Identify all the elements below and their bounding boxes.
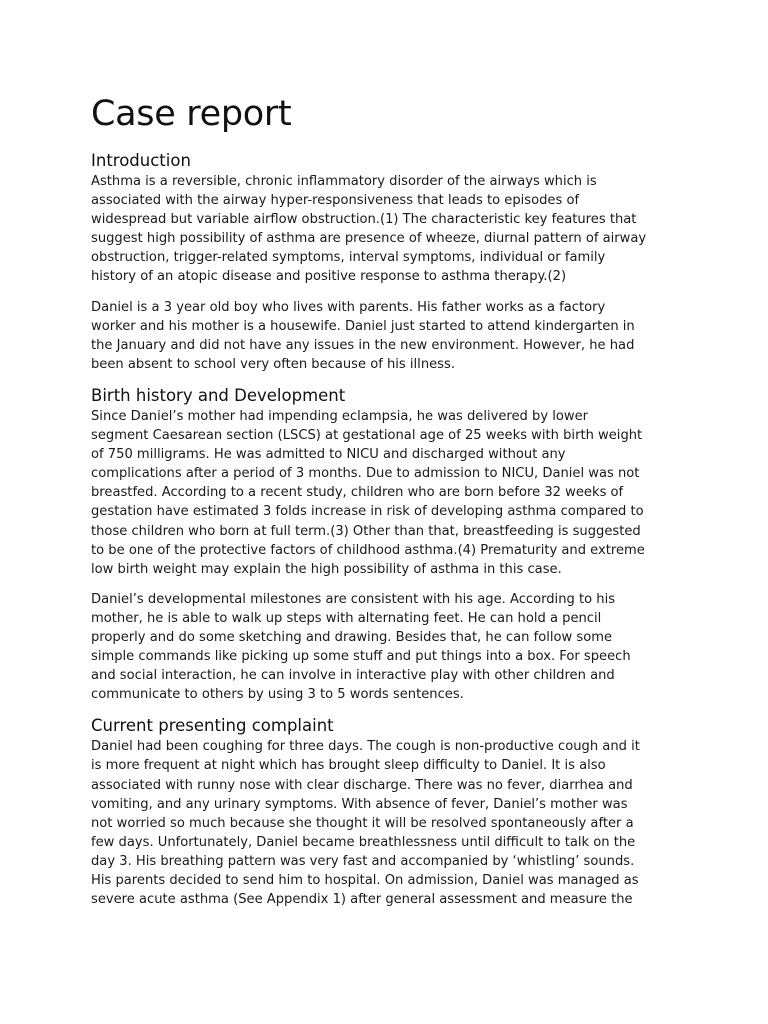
text-line: severe acute asthma (See Appendix 1) after general assessment and measure the [91, 892, 633, 908]
text-line: worker and his mother is a housewife. Daniel just started to attend kindergarten in [91, 318, 635, 334]
text-line: suggest high possibility of asthma are presence of wheeze, diurnal pattern of airway [91, 231, 647, 247]
text-line: gestation have estimated 3 folds increase in risk of developing asthma compared to [91, 504, 644, 520]
text-line: few days. Unfortunately, Daniel became breathlessness until difficult to talk on the [91, 834, 636, 850]
text-line: history of an atopic disease and positive response to asthma therapy.(2) [91, 269, 567, 285]
text-line: obstruction, trigger-related symptoms, interval symptoms, individual or family [91, 250, 606, 266]
text-line: communicate to others by using 3 to 5 words sentences. [91, 687, 464, 703]
document-body [91, 92, 685, 920]
section-heading: Current presenting complaint [91, 716, 334, 736]
text-line: widespread but variable airflow obstruction.(1) The characteristic key features that [91, 212, 637, 228]
text-line: is more frequent at night which has brought sleep difficulty to Daniel. It is also [91, 758, 606, 774]
section-presenting-complaint [91, 715, 685, 909]
text-line: Daniel had been coughing for three days. The cough is non-productive cough and it [91, 739, 640, 755]
text-line: those children who born at full term.(3) Other than that, breastfeeding is suggested [91, 523, 641, 539]
text-line: the January and did not have any issues in the new environment. However, he had [91, 337, 635, 353]
text-line: day 3. His breathing pattern was very fast and accompanied by ‘whistling’ sounds. [91, 853, 635, 869]
text-line: His parents decided to send him to hospital. On admission, Daniel was managed as [91, 873, 639, 888]
document-title: Case report [91, 94, 292, 134]
text-line: low birth weight may explain the high possibility of asthma in this case. [91, 561, 562, 577]
text-line: not worried so much because she thought it will be resolved spontaneously after a [91, 815, 634, 831]
text-line: Since Daniel’s mother had impending eclampsia, he was delivered by lower [91, 408, 589, 424]
text-line: of 750 milligrams. He was admitted to NICU and discharged without any [91, 447, 566, 463]
section-heading: Birth history and Development [91, 385, 346, 405]
paragraph [91, 590, 685, 705]
section-heading: Introduction [91, 151, 191, 170]
paragraph [91, 407, 685, 579]
text-line: and social interaction, he can involve in interactive play with other children and [91, 668, 615, 684]
text-line: associated with runny nose with clear discharge. There was no fever, diarrhea and [91, 777, 633, 793]
text-line: been absent to school very often because of his illness. [91, 356, 455, 372]
paragraph [91, 172, 685, 287]
text-line: to be one of the protective factors of childhood asthma.(4) Prematurity and extreme [91, 542, 645, 558]
text-line: vomiting, and any urinary symptoms. With absence of fever, Daniel’s mother was [91, 796, 628, 812]
text-line: properly and do some sketching and drawing. Besides that, he can follow some [91, 629, 613, 645]
text-line: complications after a period of 3 months. Due to admission to NICU, Daniel was not [91, 466, 640, 482]
text-line: Daniel is a 3 year old boy who lives with parents. His father works as a factory [91, 299, 606, 315]
text-line: simple commands like picking up some stuff and put things into a box. For speech [91, 649, 631, 665]
text-line: associated with the airway hyper-responsiveness that leads to episodes of [91, 193, 580, 209]
paragraph [91, 298, 685, 374]
text-line: Daniel’s developmental milestones are consistent with his age. According to his [91, 591, 616, 607]
section-birth-history [91, 385, 685, 704]
section-introduction [91, 150, 685, 374]
text-line: mother, he is able to walk up steps with alternating feet. He can hold a pencil [91, 610, 602, 626]
text-line: Asthma is a reversible, chronic inflammatory disorder of the airways which is [91, 174, 597, 189]
text-line: breastfed. According to a recent study, children who are born before 32 weeks of [91, 485, 624, 501]
paragraph [91, 737, 685, 909]
text-line: segment Caesarean section (LSCS) at gestational age of 25 weeks with birth weight [91, 428, 643, 444]
